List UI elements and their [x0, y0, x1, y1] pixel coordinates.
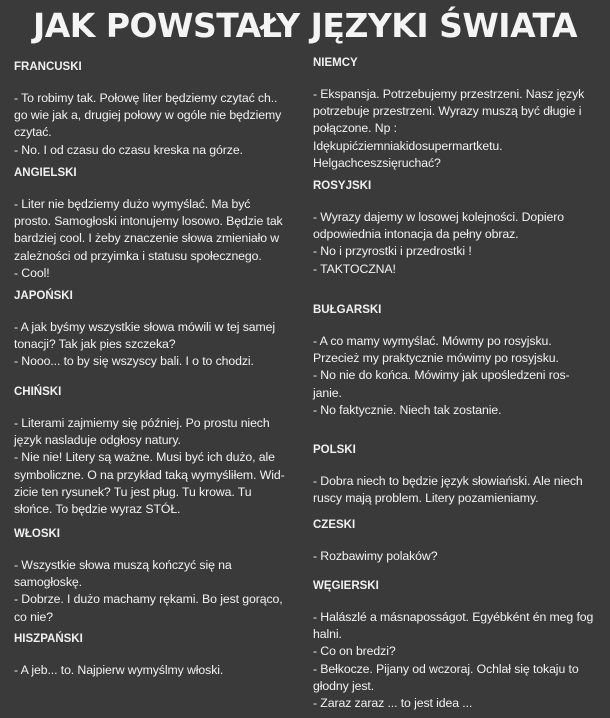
section-heading: CZESKI — [313, 519, 356, 531]
section-body — [14, 90, 314, 159]
dialogue-line: zależności od przyimka i statusu społecznego. — [14, 248, 262, 263]
section-body — [313, 209, 610, 278]
dialogue-line: Przecież my praktycznie mówimy po rosyjsku. — [313, 351, 559, 366]
dialogue-line: - Halászlé a másnaposságot. Egyébként én meg fog — [313, 610, 594, 624]
dialogue-line: bardziej cool. I żeby znaczenie słowa zmieniało w — [14, 231, 280, 246]
section-heading: POLSKI — [313, 444, 356, 456]
dialogue-line: - TAKTOCZNA! — [313, 261, 396, 276]
dialogue-line: - Ekspansja. Potrzebujemy przestrzeni. Nasz język — [313, 87, 585, 101]
dialogue-line: - No faktycznie. Niech tak zostanie. — [313, 402, 502, 417]
section-body — [313, 86, 610, 172]
dialogue-line: - Literami zajmiemy się później. Po prostu niech — [14, 416, 270, 430]
section-body — [313, 473, 610, 507]
section-heading: HISZPAŃSKI — [14, 633, 83, 645]
section-francuski — [14, 59, 314, 159]
dialogue-line: - Nooo... to by się wszyscy bali. I o to chodzi. — [14, 354, 254, 369]
dialogue-line: - Wszystkie słowa muszą kończyć się na — [14, 558, 232, 572]
section-wloski — [14, 526, 314, 626]
section-rosyjski — [313, 178, 610, 278]
dialogue-line: czytać. — [14, 125, 52, 140]
dialogue-line: go wie jak a, drugiej połowy w ogóle nie będziemy — [14, 108, 282, 123]
dialogue-line: słońce. To będzie wyraz STÓŁ. — [14, 502, 181, 517]
dialogue-line: - No nie do końca. Mówimy jak upośledzeni ros- — [313, 368, 570, 383]
section-czeski — [313, 517, 610, 565]
dialogue-line: - To robimy tak. Połowę liter będziemy czytać ch.. — [14, 91, 278, 105]
dialogue-line: - Nie nie! Litery są ważne. Musi być ich dużo, ale — [14, 450, 275, 465]
dialogue-line: ruscy mają problem. Litery pozamieniamy. — [313, 491, 539, 506]
dialogue-line: co nie? — [14, 609, 53, 624]
dialogue-line: tonacji? Tak jak pies szczeka? — [14, 337, 176, 352]
section-heading: FRANCUSKI — [14, 61, 82, 73]
dialogue-line: - Dobrze. I dużo machamy rękami. Bo jest gorąco, — [14, 592, 283, 607]
dialogue-line: - Bełkocze. Pijany od wczoraj. Ochlał się tokaju to — [313, 661, 579, 676]
section-chinski — [14, 384, 314, 518]
dialogue-line: - Cool! — [14, 265, 50, 280]
dialogue-line: Idękupićziemniakidosupermartketu. — [313, 138, 503, 153]
section-body — [14, 662, 314, 679]
section-body — [14, 415, 314, 518]
dialogue-line: język nasladuje odgłosy natury. — [14, 433, 181, 448]
dialogue-line: - A jeb... to. Najpierw wymyślmy włoski. — [14, 663, 224, 677]
section-japonski — [14, 288, 314, 371]
dialogue-line: odpowiednia intonacja da pełny obraz. — [313, 227, 519, 242]
section-wegierski — [313, 578, 610, 712]
dialogue-line: - Zaraz zaraz ... to jest idea ... — [313, 696, 473, 711]
dialogue-line: prosto. Samogłoski intonujemy losowo. Będzie tak — [14, 214, 283, 229]
section-heading: CHIŃSKI — [14, 386, 62, 398]
dialogue-line: potrzebuje przestrzeni. Wyrazy muszą być długie i — [313, 104, 582, 119]
section-heading: NIEMCY — [313, 57, 358, 69]
section-niemcy — [313, 55, 610, 172]
section-hiszpanski — [14, 631, 314, 679]
section-bulgarski — [313, 302, 610, 419]
section-body — [313, 609, 610, 712]
dialogue-line: - Co on bredzi? — [313, 644, 396, 659]
dialogue-line: zicie ten rysunek? Tu jest pług. Tu krowa. Tu — [14, 484, 252, 499]
dialogue-line: janie. — [313, 385, 342, 400]
section-heading: JAPOŃSKI — [14, 290, 73, 302]
section-heading: ROSYJSKI — [313, 180, 372, 192]
dialogue-line: - Rozbawimy polaków? — [313, 549, 438, 563]
section-angielski — [14, 165, 314, 282]
dialogue-line: - Dobra niech to będzie język słowiański. Ale niech — [313, 474, 583, 488]
dialogue-line: - Liter nie będziemy dużo wymyślać. Ma być — [14, 197, 251, 211]
page-title: JAK POWSTAŁY JĘZYKI ŚWIATA — [32, 6, 578, 45]
section-heading: BUŁGARSKI — [313, 304, 382, 316]
section-body — [14, 557, 314, 626]
dialogue-line: głodny jest. — [313, 678, 375, 693]
dialogue-line: symboliczne. O na przykład taką wymyśliłem. Wid- — [14, 467, 285, 482]
dialogue-line: - No. I od czasu do czasu kreska na górze. — [14, 142, 243, 157]
section-heading: WĘGIERSKI — [313, 580, 379, 592]
dialogue-line: Helgachceszsięruchać? — [313, 155, 441, 170]
dialogue-line: połączone. Np : — [313, 121, 397, 136]
section-body — [313, 333, 610, 419]
dialogue-line: - No i przyrostki i przedrostki ! — [313, 244, 472, 259]
dialogue-line: - A co mamy wymyślać. Mówmy po rosyjsku. — [313, 334, 552, 348]
section-body — [14, 196, 314, 282]
dialogue-line: - A jak byśmy wszystkie słowa mówili w tej samej — [14, 320, 276, 334]
section-body — [313, 548, 610, 565]
dialogue-line: halni. — [313, 627, 342, 642]
dialogue-line: - Wyrazy dajemy w losowej kolejności. Dopiero — [313, 210, 564, 224]
dialogue-line: samogłoskę. — [14, 575, 82, 590]
section-polski — [313, 442, 610, 507]
section-heading: ANGIELSKI — [14, 167, 77, 179]
section-heading: WŁOSKI — [14, 528, 60, 540]
section-body — [14, 319, 314, 371]
